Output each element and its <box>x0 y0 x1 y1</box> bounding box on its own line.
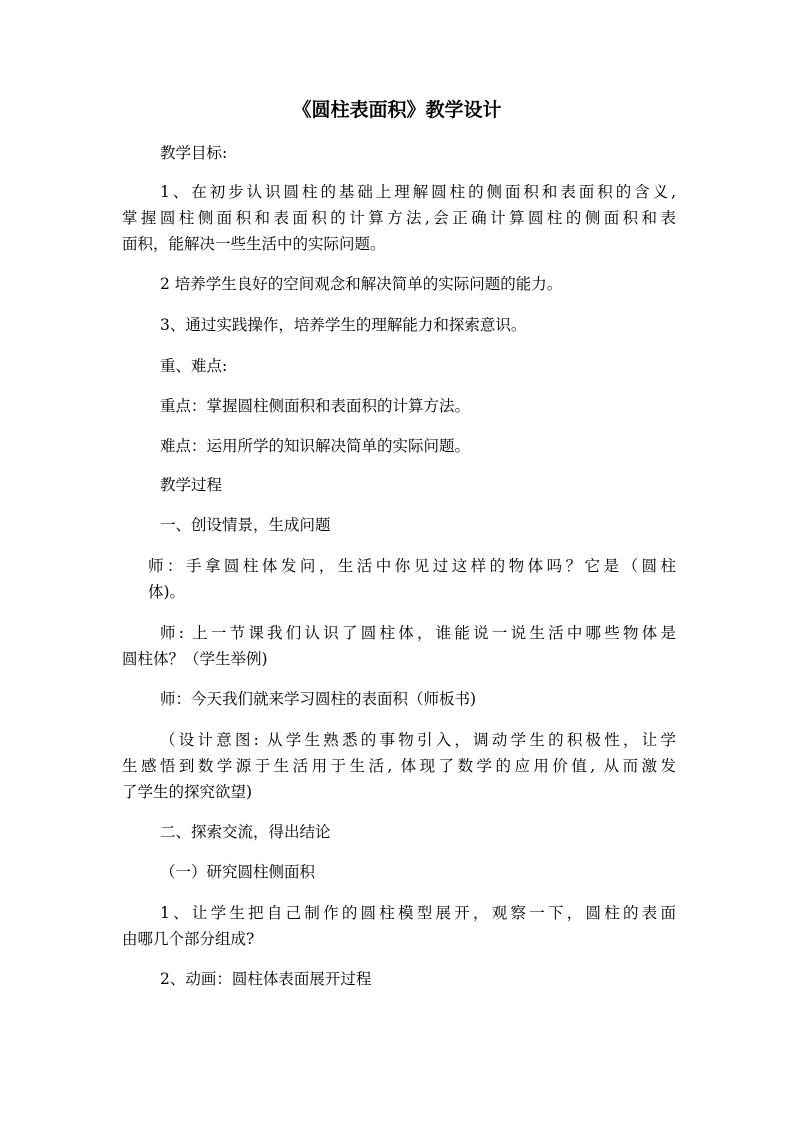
section-heading-step-1: 一、创设情景，生成问题 <box>160 516 331 534</box>
document-title: 《圆柱表面积》教学设计 <box>292 99 502 121</box>
paragraph-line: 了学生的探究欲望) <box>122 783 253 801</box>
paragraph-line: 1、让学生把自己制作的圆柱模型展开，观察一下，圆柱的表面 <box>160 904 676 922</box>
section-heading-key-points: 重、难点: <box>160 357 228 375</box>
paragraph-line: 难点：运用所学的知识解决简单的实际问题。 <box>160 437 471 455</box>
paragraph-line: 师: 上一节课我们认识了圆柱体，谁能说一说生活中哪些物体是 <box>160 624 676 642</box>
subsection-heading: （一）研究圆柱侧面积 <box>160 863 316 881</box>
paragraph-line: 1、在初步认识圆柱的基础上理解圆柱的侧面积和表面积的含义, <box>160 183 676 201</box>
section-heading-objectives: 教学目标: <box>160 144 228 162</box>
paragraph-line: 3、通过实践操作，培养学生的理解能力和探索意识。 <box>160 316 527 334</box>
paragraph-line: 重点：掌握圆柱侧面积和表面积的计算方法。 <box>160 397 471 415</box>
paragraph-line: 由哪几个部分组成? <box>122 930 255 948</box>
paragraph-line: （设计意图: 从学生熟悉的事物引入，调动学生的积极性，让学 <box>160 731 676 749</box>
paragraph-line: 面积，能解决一些生活中的实际问题。 <box>122 235 386 253</box>
paragraph-line: 掌握圆柱侧面积和表面积的计算方法,会正确计算圆柱的侧面积和表 <box>122 209 676 227</box>
paragraph-line: 2、动画：圆柱体表面展开过程 <box>160 970 372 988</box>
section-heading-step-2: 二、探索交流，得出结论 <box>160 823 331 841</box>
section-heading-process: 教学过程 <box>160 476 223 494</box>
paragraph-line: 2 培养学生良好的空间观念和解决简单的实际问题的能力。 <box>160 275 563 293</box>
paragraph-line: 圆柱体？（学生举例) <box>122 650 268 668</box>
paragraph-line: 师：手拿圆柱体发问，生活中你见过这样的物体吗？它是（圆柱 <box>148 557 676 575</box>
paragraph-line: 师：今天我们就来学习圆柱的表面积（师板书) <box>160 690 477 708</box>
paragraph-line: 生感悟到数学源于生活用于生活, 体现了数学的应用价值, 从而激发 <box>122 757 676 775</box>
paragraph-line: 体)。 <box>148 583 186 601</box>
